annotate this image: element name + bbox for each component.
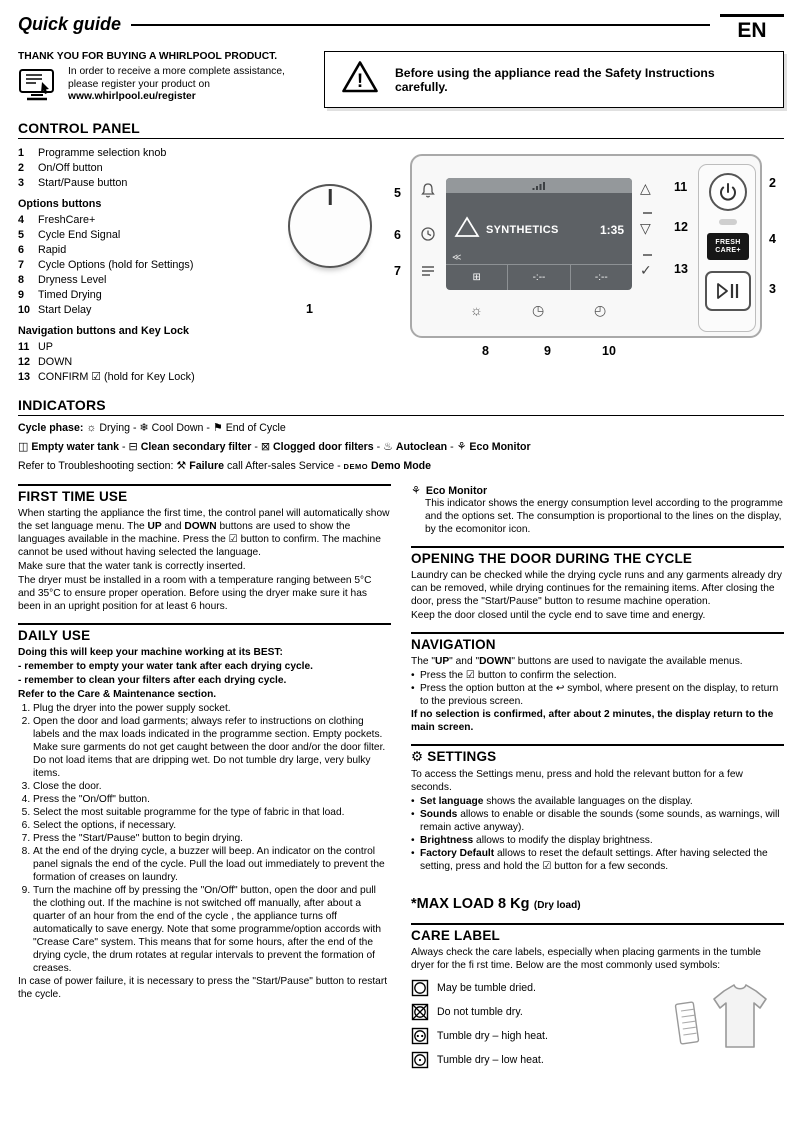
callout-power: 2	[769, 176, 776, 190]
item-number: 4	[18, 214, 25, 226]
autoclean-icon: ♨	[383, 441, 393, 453]
step-8: 8. At the end of the drying cycle, a buzzer will beep. An indicator on the control panel signals the end of the cycle. Pull the load out immediately to prevent the formation of creases on laundry.	[33, 845, 391, 884]
cool-down-label: Cool Down	[151, 422, 204, 434]
item-label: Programme selection knob	[38, 147, 167, 159]
start-pause-button	[705, 271, 751, 311]
opening-door-p1: Laundry can be checked while the drying cycle runs and any garments already dry can be removed, while drying continues for the remaining items. After closing the door, press the "Start/Pause" button to resume machine operation.	[411, 570, 782, 607]
callout-delay: 10	[602, 344, 616, 358]
step-9: 9. Turn the machine off by pressing the "On/Off" button, open the door and pull the clothing out. If the machine is not switched off manually, after about a quarter of an hour from the end of the cycle , the appliance turns off automatically to save energy. Note that some programme/option accords with "Crease Care" system. This means that for some hours, after the end of the drying cycle, the drum rotates at regular intervals to prevent the formation of creases.	[33, 884, 391, 975]
settings-bullets	[411, 795, 784, 873]
timed-drying-icon: ◷	[532, 302, 545, 318]
callout-fresh: 4	[769, 232, 776, 246]
legend-item	[18, 288, 282, 303]
side-button-column	[698, 164, 756, 332]
header-rule	[131, 24, 710, 26]
legend-item	[18, 355, 282, 370]
callout-timed: 9	[544, 344, 551, 358]
register-text	[68, 66, 285, 107]
separator: -	[132, 422, 137, 434]
eco-monitor-title: Eco Monitor	[425, 485, 488, 497]
callout-confirm: 13	[674, 262, 688, 276]
first-time-use-p3: The dryer must be installed in a room with a temperature ranging between 5°C and 35°C to ensure proper operation. Before using the dryer make sure it has been in an upright position for at least 6 hours.	[18, 575, 372, 612]
indicators-heading: INDICATORS	[18, 397, 784, 416]
item-number: 2	[18, 162, 25, 174]
navigation-note: If no selection is confirmed, after about 2 minutes, the display return to the main screen.	[411, 709, 774, 733]
page-title: Quick guide	[18, 14, 122, 34]
placeholder-time-2: -:--	[594, 272, 608, 283]
step-7: 7. Press the "Start/Pause" button to begin drying.	[33, 832, 391, 845]
end-of-cycle-label: End of Cycle	[225, 422, 286, 434]
legend-item	[18, 161, 282, 176]
display-status-bar	[446, 178, 632, 193]
synthetics-symbol-icon	[454, 216, 480, 243]
body-columns	[18, 484, 784, 1069]
callout-start: 3	[769, 282, 776, 296]
step-4: 4. Press the "On/Off" button.	[33, 793, 391, 806]
failure-label: Failure	[189, 460, 224, 472]
callout-rapid: 6	[394, 228, 401, 242]
item-label: CONFIRM ☑ (hold for Key Lock)	[38, 371, 195, 383]
empty-water-tank-icon: ◫	[18, 441, 29, 453]
care-symbol-row	[411, 1027, 664, 1045]
separator: -	[206, 422, 210, 434]
item-number: 11	[18, 341, 30, 353]
care-symbol-row	[411, 1003, 664, 1021]
legend-item	[18, 228, 282, 243]
care-label-intro: Always check the care labels, especially when placing garments in the tumble dryer for the fi rst time. Below are the most commonly used symbols:	[411, 947, 761, 971]
display-screen	[446, 178, 632, 290]
eco-monitor-body: This indicator shows the energy consumption level according to the programme and the options set. The consumption is proportional to the lines on the display, by the ecomonitor icon.	[425, 498, 783, 535]
settings-title: SETTINGS	[427, 749, 497, 764]
opening-door-heading: OPENING THE DOOR DURING THE CYCLE	[411, 546, 784, 566]
eco-monitor-icon: ⚘	[456, 441, 467, 453]
item-label: On/Off button	[38, 162, 103, 174]
max-load-title: *MAX LOAD 8 Kg	[411, 896, 530, 912]
item-number: 9	[18, 289, 25, 301]
settings-bullet-brightness: • Brightness allows to modify the display brightness.	[411, 834, 784, 847]
cycle-end-signal-icon	[420, 182, 436, 204]
care-symbol-label: Tumble dry – low heat.	[437, 1054, 544, 1066]
alerts-line	[18, 440, 784, 454]
first-time-use-heading: FIRST TIME USE	[18, 484, 391, 504]
item-label: Start Delay	[38, 304, 92, 316]
callout-options: 7	[394, 264, 401, 278]
register-line-1: In order to receive a more complete assistance,	[68, 65, 285, 77]
options-buttons-heading: Options buttons	[18, 198, 102, 210]
clogged-door-filters-label: Clogged door filters	[273, 441, 374, 453]
tumble-dry-ok-icon	[411, 979, 429, 997]
down-button-icon: ▽	[640, 220, 651, 236]
tumble-dry-low-heat-icon	[411, 1051, 429, 1069]
navigation-p1: The "UP" and "DOWN" buttons are used to navigate the available menus.	[411, 656, 743, 667]
navigation-bullets	[411, 669, 784, 708]
item-label: Cycle Options (hold for Settings)	[38, 259, 194, 271]
warning-triangle-icon	[341, 60, 379, 99]
care-symbol-label: May be tumble dried.	[437, 982, 536, 994]
daily-use-intro-4: Refer to the Care & Maintenance section.	[18, 689, 217, 700]
max-load-suffix: (Dry load)	[533, 900, 581, 911]
clean-secondary-filter-label: Clean secondary filter	[140, 441, 252, 453]
thanks-text: THANK YOU FOR BUYING A WHIRLPOOL PRODUCT.	[18, 51, 278, 62]
step-6: 6. Select the options, if necessary.	[33, 819, 391, 832]
demo-mode-label: Demo Mode	[371, 460, 432, 472]
left-column	[18, 484, 391, 1069]
eco-monitor-icon: ⚘	[411, 485, 421, 497]
separator: -	[376, 441, 381, 453]
settings-bullet-language: • Set language shows the available languages on the display.	[411, 795, 784, 808]
empty-water-tank-label: Empty water tank	[31, 441, 120, 453]
divider	[643, 212, 652, 214]
daily-use-intro-2: - remember to empty your water tank after each drying cycle.	[18, 661, 313, 672]
dryness-level-icon: ☼	[470, 302, 483, 318]
eco-monitor-block	[411, 484, 784, 536]
callout-knob: 1	[306, 302, 313, 316]
time-remaining: 1:35	[599, 222, 624, 237]
item-number: 7	[18, 259, 25, 271]
settings-heading	[411, 744, 784, 765]
safety-warning-text: Before using the appliance read the Safety Instructions carefully.	[395, 65, 715, 94]
placeholder-time-1: -:--	[508, 265, 570, 290]
knob-pointer	[329, 189, 332, 205]
confirm-button-icon: ✓	[640, 262, 652, 278]
settings-gear-icon: ⚙	[411, 749, 424, 764]
item-number: 6	[18, 244, 25, 256]
legend-item	[18, 273, 282, 288]
control-panel-diagram	[282, 150, 782, 370]
daily-use-heading: DAILY USE	[18, 623, 391, 643]
daily-use-outro: In case of power failure, it is necessary to press the "Start/Pause" button to restart the cycle.	[18, 976, 388, 1000]
care-symbol-row	[411, 979, 664, 997]
signal-bars-icon	[531, 181, 547, 191]
legend-item	[18, 303, 282, 318]
callout-signal: 5	[394, 186, 401, 200]
callout-dryness: 8	[482, 344, 489, 358]
care-symbol-label: Tumble dry – high heat.	[437, 1030, 548, 1042]
troubleshooting-prefix: Refer to Troubleshooting section:	[18, 460, 174, 472]
navigation-bullet-1: • Press the ☑ button to confirm the selection.	[411, 669, 784, 682]
drying-icon: ☼	[86, 422, 97, 434]
item-label: Dryness Level	[38, 274, 107, 286]
item-number: 1	[18, 147, 25, 159]
care-label-symbols	[411, 973, 784, 1069]
care-symbol-row	[411, 1051, 664, 1069]
daily-use-intro-3: - remember to clean your filters after each drying cycle.	[18, 675, 287, 686]
navigation-heading: NAVIGATION	[411, 632, 784, 652]
failure-wrench-icon: ⚒	[176, 460, 187, 472]
item-label: Start/Pause button	[38, 177, 128, 189]
divider	[643, 254, 652, 256]
rapid-icon	[420, 226, 436, 247]
svg-text:!: !	[356, 71, 364, 92]
control-panel-section	[18, 146, 784, 385]
register-line-2: please register your product on	[68, 78, 210, 90]
item-label: DOWN	[38, 356, 73, 368]
legend-item	[18, 370, 282, 385]
item-number: 12	[18, 356, 31, 368]
fresh-care-label-2: CARE+	[715, 246, 741, 254]
cycle-options-icon	[420, 264, 436, 283]
step-3: 3. Close the door.	[33, 780, 391, 793]
separator: -	[337, 460, 341, 472]
daily-use-intro-1: Doing this will keep your machine working at its BEST:	[18, 647, 283, 658]
first-time-use-p2: Make sure that the water tank is correctly inserted.	[18, 561, 246, 572]
legend-item	[18, 176, 282, 191]
control-panel-graphic	[410, 154, 762, 338]
drying-label: Drying	[99, 422, 130, 434]
care-symbol-label: Do not tumble dry.	[437, 1006, 523, 1018]
callout-up: 11	[674, 180, 688, 194]
cycle-phase-label: Cycle phase:	[18, 422, 84, 434]
after-sales-text: call After-sales Service	[226, 460, 335, 472]
display-bottom-row	[446, 264, 632, 290]
care-label-heading: CARE LABEL	[411, 923, 784, 943]
filter-grid-icon: ⊞	[446, 265, 508, 290]
fresh-care-label-1: FRESH	[715, 238, 741, 246]
item-label: UP	[38, 341, 53, 353]
cycle-phase-line	[18, 421, 784, 435]
navigation-bullet-2: • Press the option button at the ↩ symbol, where present on the display, to return to the previous screen.	[411, 682, 784, 708]
intro-row	[18, 51, 784, 108]
item-label: FreshCare+	[38, 214, 96, 226]
safety-warning-box	[324, 51, 784, 108]
programme-name: SYNTHETICS	[486, 223, 559, 236]
item-number: 8	[18, 274, 25, 286]
clogged-door-filters-icon: ⊠	[260, 441, 271, 453]
legend-item	[18, 258, 282, 273]
legend-item	[18, 340, 282, 355]
first-time-use-p1: When starting the appliance the first time, the control panel will automatically show the set language menu. The UP and DOWN buttons are used to show the languages available in the machine. Press the ☑ button to confirm. The machine cannot be used without having selected the language.	[18, 508, 390, 558]
right-column	[411, 484, 784, 1069]
settings-bullet-factory-default: • Factory Default allows to reset the default settings. After having selected the setting, press and hold the ☑ button for a few seconds.	[411, 847, 784, 873]
register-block	[18, 51, 310, 108]
item-label: Rapid	[38, 244, 67, 256]
cool-down-icon: ❄	[139, 422, 149, 434]
power-button	[709, 173, 747, 211]
separator: -	[254, 441, 258, 453]
eco-monitor-label: Eco Monitor	[469, 441, 531, 453]
max-load-line	[411, 895, 784, 913]
opening-door-p2: Keep the door closed until the cycle end to save time and energy.	[411, 610, 706, 621]
t-shirt-icon	[714, 985, 766, 1047]
tumble-dry-high-heat-icon	[411, 1027, 429, 1045]
power-led	[719, 219, 737, 225]
item-number: 13	[18, 371, 31, 383]
autoclean-label: Autoclean	[395, 441, 448, 453]
callout-down: 12	[674, 220, 688, 234]
care-tag-icon	[675, 1002, 698, 1044]
item-number: 5	[18, 229, 25, 241]
clean-secondary-filter-icon: ⊟	[128, 441, 138, 453]
page-header	[18, 14, 784, 43]
display-main	[446, 193, 632, 264]
item-label: Timed Drying	[38, 289, 102, 301]
do-not-tumble-dry-icon	[411, 1003, 429, 1021]
legend-item	[18, 146, 282, 161]
step-1: 1. Plug the dryer into the power supply socket.	[33, 702, 391, 715]
settings-intro: To access the Settings menu, press and hold the relevant button for a few seconds.	[411, 769, 743, 793]
troubleshooting-line	[18, 459, 784, 474]
programme-knob	[288, 184, 372, 268]
control-panel-legend	[18, 146, 282, 385]
start-delay-icon: ◴	[594, 302, 607, 318]
control-panel-heading: CONTROL PANEL	[18, 120, 784, 139]
fresh-care-button	[707, 233, 749, 260]
legend-item	[18, 213, 282, 228]
settings-bullet-sounds: • Sounds allows to enable or disable the sounds (some sounds, as warnings, will remain active anyway).	[411, 808, 784, 834]
register-url: www.whirlpool.eu/register	[68, 91, 196, 103]
back-icon: ≪	[452, 252, 462, 262]
item-label: Cycle End Signal	[38, 229, 121, 241]
separator: -	[122, 441, 126, 453]
up-button-icon: △	[640, 180, 651, 196]
item-number: 3	[18, 177, 25, 189]
item-number: 10	[18, 304, 31, 316]
step-5: 5. Select the most suitable programme for the type of fabric in that load.	[33, 806, 391, 819]
end-of-cycle-icon: ⚑	[212, 422, 223, 434]
separator: -	[450, 441, 454, 453]
demo-mode-icon: DEMO	[343, 462, 369, 471]
daily-use-steps	[18, 702, 391, 975]
navigation-buttons-heading: Navigation buttons and Key Lock	[18, 325, 189, 337]
legend-item	[18, 243, 282, 258]
language-code: EN	[720, 14, 784, 43]
t-shirt-care-illustration	[672, 973, 784, 1069]
step-2: 2. Open the door and load garments; always refer to instructions on clothing labels and the max loads indicated in the programme section. Empty pockets. Make sure garments do not get caught between the door and/or the door filter. Do not load items that are dripping wet. Do not tumble dry large, very bulky items.	[33, 715, 391, 780]
register-monitor-icon	[18, 66, 60, 107]
